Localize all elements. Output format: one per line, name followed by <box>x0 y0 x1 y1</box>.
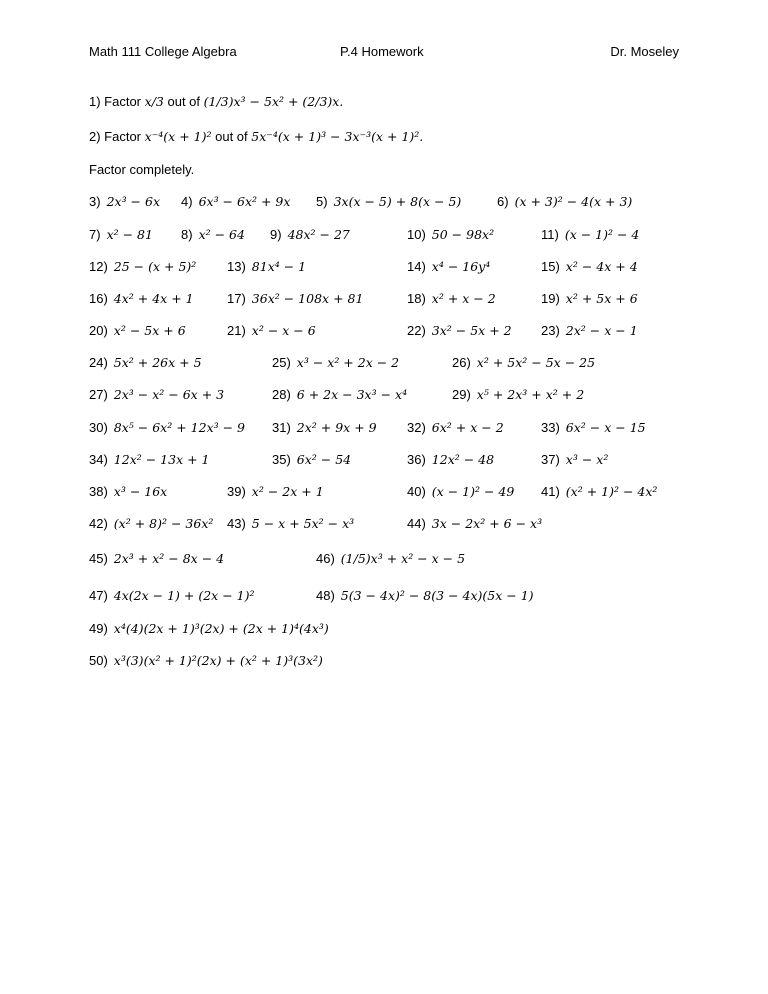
problem-item <box>452 387 584 402</box>
problem-item <box>316 551 465 566</box>
problem-item <box>227 291 363 306</box>
problem-row <box>0 452 768 474</box>
problem-number: 5) <box>316 194 328 209</box>
problem-item <box>407 323 512 338</box>
problem-number: 3) <box>89 194 101 209</box>
problem-item <box>407 484 514 499</box>
problem-expression: 5 − x + 5x² − x³ <box>251 516 355 531</box>
problem-number: 9) <box>270 227 282 242</box>
problem-item <box>89 621 329 636</box>
problem-number: 23) <box>541 323 560 338</box>
problem-row <box>0 355 768 377</box>
problem-item <box>541 452 608 467</box>
problem-expression: 8x⁵ − 6x² + 12x³ − 9 <box>113 420 246 435</box>
problem-expression: x³ − x² + 2x − 2 <box>296 355 400 370</box>
problem-number: 4) <box>181 194 193 209</box>
problem-expression: 2x³ + x² − 8x − 4 <box>113 551 225 566</box>
assignment-title: P.4 Homework <box>340 44 424 59</box>
problem-expression: 48x² − 27 <box>287 227 350 242</box>
problem-number: 13) <box>227 259 246 274</box>
problem-expression: x² − 81 <box>106 227 153 242</box>
problem-item <box>89 194 160 209</box>
problem-number: 14) <box>407 259 426 274</box>
problem-2-mid: out of <box>215 129 248 144</box>
problem-item <box>541 323 638 338</box>
problem-number: 12) <box>89 259 108 274</box>
problem-item <box>89 551 224 566</box>
problem-item <box>89 259 196 274</box>
problem-expression: 6x² − x − 15 <box>565 420 646 435</box>
problem-row <box>0 484 768 506</box>
problem-expression: 2x² + 9x + 9 <box>296 420 377 435</box>
problem-item <box>452 355 595 370</box>
problem-number: 7) <box>89 227 101 242</box>
problem-item <box>89 387 224 402</box>
problem-expression: 5x² + 26x + 5 <box>113 355 202 370</box>
problem-item <box>407 420 504 435</box>
problem-2-label: 2) Factor <box>89 129 142 144</box>
problem-expression: 3x − 2x² + 6 − x³ <box>431 516 543 531</box>
instructor-name: Dr. Moseley <box>610 44 679 59</box>
problem-number: 44) <box>407 516 426 531</box>
problem-item <box>89 227 153 242</box>
problem-item <box>181 227 245 242</box>
problem-number: 19) <box>541 291 560 306</box>
problem-item <box>541 291 638 306</box>
problem-expression: x² + x − 2 <box>431 291 496 306</box>
problem-expression: 4x(2x − 1) + (2x − 1)² <box>113 588 255 603</box>
problem-expression: 25 − (x + 5)² <box>113 259 197 274</box>
problem-number: 27) <box>89 387 108 402</box>
problem-expression: x³ − x² <box>565 452 609 467</box>
problem-number: 38) <box>89 484 108 499</box>
problem-number: 47) <box>89 588 108 603</box>
problem-row <box>0 259 768 281</box>
problem-expression: 4x² + 4x + 1 <box>113 291 194 306</box>
problem-row <box>0 227 768 249</box>
problem-item <box>89 653 323 668</box>
problem-expression: 3x(x − 5) + 8(x − 5) <box>333 194 462 209</box>
problem-expression: (x − 1)² − 4 <box>564 227 640 242</box>
problem-expression: 2x² − x − 1 <box>565 323 638 338</box>
problem-item <box>407 227 494 242</box>
problem-2-factor: x⁻⁴(x + 1)² <box>144 129 212 144</box>
problem-number: 29) <box>452 387 471 402</box>
problem-item <box>316 194 461 209</box>
problem-item <box>270 227 350 242</box>
problem-item <box>181 194 290 209</box>
problem-expression: 6x³ − 6x² + 9x <box>198 194 291 209</box>
problem-item <box>89 484 167 499</box>
problem-expression: x⁵ + 2x³ + x² + 2 <box>476 387 585 402</box>
problem-expression: 3x² − 5x + 2 <box>431 323 512 338</box>
problem-number: 48) <box>316 588 335 603</box>
problem-expression: 2x³ − x² − 6x + 3 <box>113 387 225 402</box>
problem-item <box>407 516 542 531</box>
problem-expression: (1/5)x³ + x² − x − 5 <box>340 551 466 566</box>
problem-expression: x⁴(4)(2x + 1)³(2x) + (2x + 1)⁴(4x³) <box>113 621 329 636</box>
problem-expression: 2x³ − 6x <box>106 194 160 209</box>
problem-item <box>272 355 399 370</box>
problem-number: 50) <box>89 653 108 668</box>
problem-expression: x² − 5x + 6 <box>113 323 186 338</box>
problem-row <box>0 588 768 610</box>
problem-expression: 6x² − 54 <box>296 452 352 467</box>
problem-number: 34) <box>89 452 108 467</box>
problem-number: 36) <box>407 452 426 467</box>
problem-row <box>0 291 768 313</box>
problem-row <box>0 323 768 345</box>
problem-number: 26) <box>452 355 471 370</box>
problem-item <box>541 259 638 274</box>
problem-item <box>541 227 639 242</box>
problem-number: 15) <box>541 259 560 274</box>
problem-row <box>0 621 768 643</box>
problem-number: 45) <box>89 551 108 566</box>
problem-expression: x² − 64 <box>198 227 245 242</box>
problem-row <box>0 653 768 675</box>
problem-2-expression: 5x⁻⁴(x + 1)³ − 3x⁻³(x + 1)². <box>251 129 424 144</box>
problem-number: 42) <box>89 516 108 531</box>
problem-number: 6) <box>497 194 509 209</box>
problem-number: 35) <box>272 452 291 467</box>
problem-item <box>316 588 534 603</box>
problem-number: 37) <box>541 452 560 467</box>
problem-number: 10) <box>407 227 426 242</box>
problem-number: 11) <box>541 227 559 242</box>
problem-expression: 12x² − 13x + 1 <box>113 452 210 467</box>
problem-expression: x² − 2x + 1 <box>251 484 324 499</box>
problem-item <box>407 259 490 274</box>
problem-expression: x³(3)(x² + 1)²(2x) + (x² + 1)³(3x²) <box>113 653 323 668</box>
problem-item <box>89 291 194 306</box>
problem-expression: x³ − 16x <box>113 484 168 499</box>
problem-expression: x² − 4x + 4 <box>565 259 638 274</box>
problem-1-expression: (1/3)x³ − 5x² + (2/3)x. <box>203 94 344 109</box>
problem-item <box>89 452 210 467</box>
problem-number: 31) <box>272 420 291 435</box>
problem-row <box>0 516 768 538</box>
problem-number: 30) <box>89 420 108 435</box>
problem-expression: x⁴ − 16y⁴ <box>431 259 491 274</box>
problem-expression: (x² + 1)² − 4x² <box>565 484 658 499</box>
problem-item <box>89 420 245 435</box>
problem-number: 8) <box>181 227 193 242</box>
instruction-text <box>89 162 194 177</box>
problem-number: 16) <box>89 291 108 306</box>
problem-item <box>89 588 255 603</box>
problem-2 <box>89 129 423 144</box>
problem-item <box>89 323 186 338</box>
problem-number: 17) <box>227 291 246 306</box>
page-header <box>89 44 679 64</box>
problem-item <box>227 484 324 499</box>
problem-expression: (x + 3)² − 4(x + 3) <box>514 194 633 209</box>
problem-item <box>227 259 306 274</box>
problem-expression: x² + 5x² − 5x − 25 <box>476 355 596 370</box>
problem-1-label: 1) Factor <box>89 94 142 109</box>
problem-item <box>227 323 316 338</box>
problem-expression: 81x⁴ − 1 <box>251 259 307 274</box>
problem-number: 49) <box>89 621 108 636</box>
problem-item <box>497 194 632 209</box>
problem-row <box>0 420 768 442</box>
problem-number: 22) <box>407 323 426 338</box>
problem-number: 18) <box>407 291 426 306</box>
problem-row <box>0 194 768 216</box>
instruction-label: Factor completely. <box>89 162 195 177</box>
problem-item <box>407 452 494 467</box>
problem-number: 40) <box>407 484 426 499</box>
problem-row <box>0 387 768 409</box>
problem-item <box>407 291 496 306</box>
problem-number: 20) <box>89 323 108 338</box>
problem-item <box>541 420 646 435</box>
problem-item <box>541 484 657 499</box>
problem-number: 46) <box>316 551 335 566</box>
problem-expression: 12x² − 48 <box>431 452 495 467</box>
course-title: Math 111 College Algebra <box>89 44 237 59</box>
problem-1-mid: out of <box>167 94 201 109</box>
problem-expression: (x² + 8)² − 36x² <box>113 516 214 531</box>
problem-item <box>272 420 377 435</box>
problem-number: 21) <box>227 323 246 338</box>
problem-item <box>272 387 407 402</box>
problem-expression: 6x² + x − 2 <box>431 420 504 435</box>
problem-number: 43) <box>227 516 246 531</box>
problem-number: 41) <box>541 484 560 499</box>
problem-number: 24) <box>89 355 108 370</box>
problem-expression: x² − x − 6 <box>251 323 316 338</box>
problem-item <box>89 355 202 370</box>
problem-expression: 36x² − 108x + 81 <box>251 291 364 306</box>
problem-number: 28) <box>272 387 291 402</box>
problem-expression: 5(3 − 4x)² − 8(3 − 4x)(5x − 1) <box>340 588 534 603</box>
problem-1-factor: x/3 <box>144 94 164 109</box>
problem-number: 33) <box>541 420 560 435</box>
problem-expression: 6 + 2x − 3x³ − x⁴ <box>296 387 408 402</box>
problem-expression: (x − 1)² − 49 <box>431 484 515 499</box>
problem-item <box>227 516 354 531</box>
problem-number: 25) <box>272 355 291 370</box>
problem-item <box>89 516 213 531</box>
problem-row <box>0 551 768 573</box>
problem-number: 39) <box>227 484 246 499</box>
problem-1 <box>89 94 343 109</box>
problem-expression: x² + 5x + 6 <box>565 291 638 306</box>
problem-item <box>272 452 351 467</box>
problem-expression: 50 − 98x² <box>431 227 495 242</box>
problem-number: 32) <box>407 420 426 435</box>
